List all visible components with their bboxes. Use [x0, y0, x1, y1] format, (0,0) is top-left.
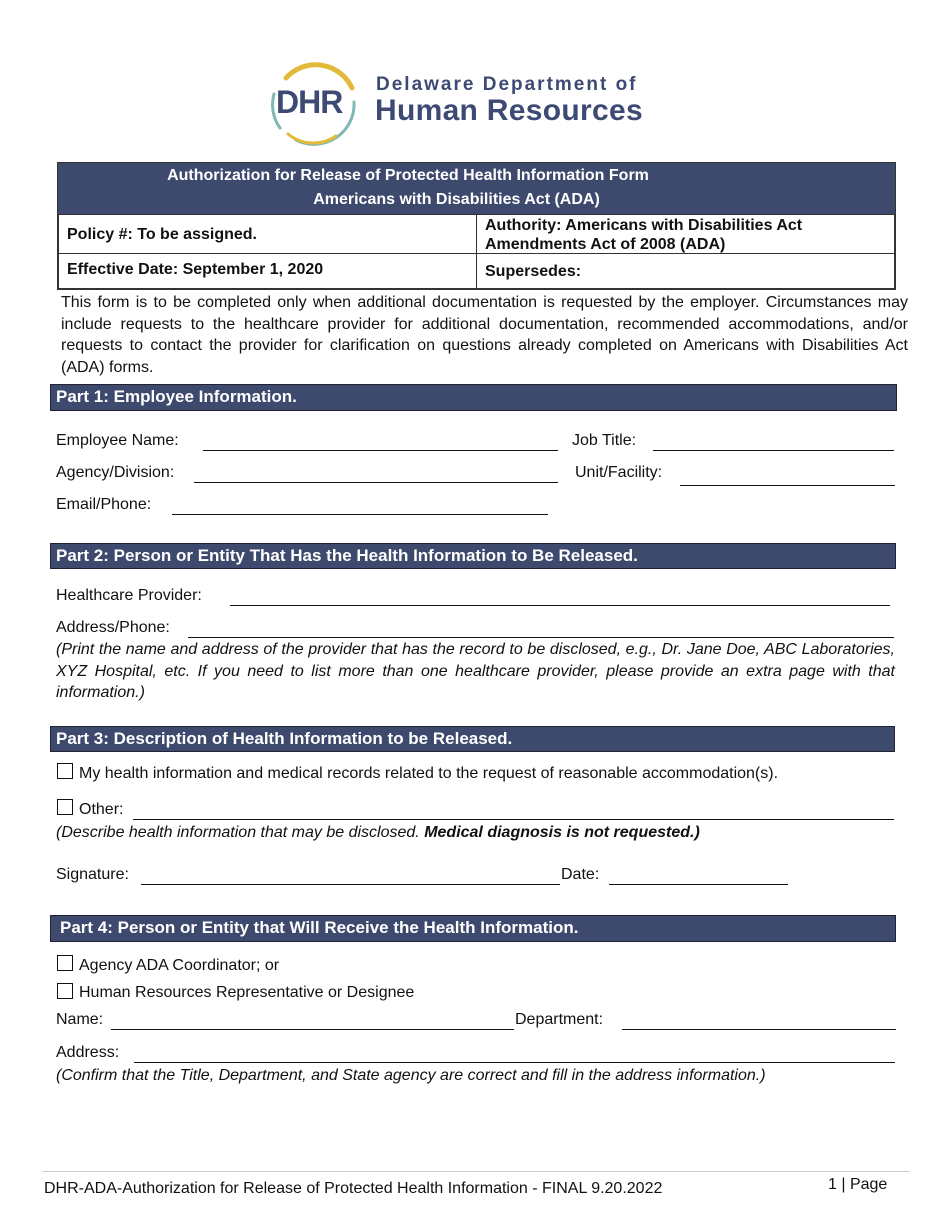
email-phone-field[interactable]: [172, 514, 548, 515]
healthcare-provider-label: Healthcare Provider:: [56, 587, 202, 604]
job-title-field[interactable]: [653, 450, 894, 451]
supersedes-label: Supersedes:: [485, 263, 582, 280]
footer-document-name: DHR-ADA-Authorization for Release of Protected Health Information - FINAL 9.20.2022: [44, 1180, 663, 1197]
job-title-label: Job Title:: [572, 432, 637, 449]
other-description-field[interactable]: [133, 819, 894, 820]
part2-instructions: (Print the name and address of the provider that has the record to be disclosed, e.g., Dr. Jane Doe, ABC Laboratories, XYZ Hospital, etc. If you need to list more than one healthcare provider, please provide an extra page with that information.): [56, 641, 895, 701]
email-phone-label: Email/Phone:: [56, 496, 152, 513]
part2-heading: Part 2: Person or Entity That Has the Health Information to Be Released.: [50, 543, 896, 569]
agency-division-label: Agency/Division:: [56, 464, 175, 481]
header-table: [57, 162, 896, 290]
recipient-name-field[interactable]: [111, 1029, 514, 1030]
part1-heading: Part 1: Employee Information.: [50, 384, 897, 411]
form-title-banner: [58, 163, 895, 214]
part3-heading: Part 3: Description of Health Information to be Released.: [50, 726, 895, 752]
part3-instructions: [56, 822, 895, 844]
effective-date-label: Effective Date:: [67, 261, 179, 278]
other-checkbox[interactable]: [57, 799, 73, 815]
logo-abbr: DHR: [276, 84, 343, 120]
other-label: Other:: [79, 801, 124, 818]
unit-facility-field[interactable]: [680, 485, 895, 486]
logo-line1: Delaware Department of: [376, 74, 638, 95]
employee-name-label: Employee Name:: [56, 432, 179, 449]
date-field[interactable]: [609, 884, 788, 885]
health-records-checkbox[interactable]: [57, 763, 73, 779]
authority-line2: Amendments Act of 2008 (ADA): [485, 236, 726, 253]
part3-note-bold: Medical diagnosis is not requested.): [424, 824, 700, 841]
signature-field[interactable]: [141, 884, 560, 885]
footer-page-number: 1 | Page: [828, 1176, 888, 1193]
address-phone-field[interactable]: [188, 637, 894, 638]
healthcare-provider-field[interactable]: [230, 605, 890, 606]
dhr-logo: [266, 58, 686, 150]
recipient-address-label: Address:: [56, 1044, 120, 1061]
ada-coordinator-label: Agency ADA Coordinator; or: [79, 957, 280, 974]
authority-line1: Authority: Americans with Disabilities Act: [485, 217, 803, 234]
logo-line2: Human Resources: [375, 94, 643, 127]
employee-name-field[interactable]: [203, 450, 558, 451]
policy-text: Policy #: To be assigned.: [67, 226, 257, 243]
signature-label: Signature:: [56, 866, 129, 883]
recipient-address-field[interactable]: [134, 1062, 895, 1063]
hr-representative-checkbox[interactable]: [57, 983, 73, 999]
unit-facility-label: Unit/Facility:: [575, 464, 663, 481]
form-title-line2: Americans with Disabilities Act (ADA): [313, 191, 600, 208]
department-label: Department:: [515, 1011, 604, 1028]
department-field[interactable]: [622, 1029, 896, 1030]
policy-cell: [58, 214, 477, 254]
ada-coordinator-checkbox[interactable]: [57, 955, 73, 971]
authority-cell: [476, 214, 895, 254]
agency-division-field[interactable]: [194, 482, 558, 483]
form-title-line1: Authorization for Release of Protected Health Information Form: [167, 167, 649, 184]
effective-date-cell: [58, 253, 477, 289]
recipient-name-label: Name:: [56, 1011, 104, 1028]
effective-date-value: September 1, 2020: [182, 261, 324, 278]
part4-instructions: (Confirm that the Title, Department, and State agency are correct and fill in the address information.): [56, 1067, 766, 1084]
health-records-label: My health information and medical records related to the request of reasonable accommodation(s).: [79, 765, 779, 782]
date-label: Date:: [561, 866, 600, 883]
supersedes-cell: [476, 253, 895, 289]
part3-note-plain: (Describe health information that may be disclosed.: [56, 824, 425, 841]
hr-representative-label: Human Resources Representative or Designee: [79, 984, 415, 1001]
footer-divider: [42, 1171, 910, 1172]
part4-heading: Part 4: Person or Entity that Will Receive the Health Information.: [50, 915, 896, 942]
intro-paragraph: This form is to be completed only when additional documentation is requested by the employer. Circumstances may include requests to the healthcare provider for additional documentation, recommended accommodations, and/or requests to contact the provider for clarification on questions already completed on Americans with Disabilities Act (ADA) forms.: [61, 294, 908, 376]
address-phone-label: Address/Phone:: [56, 619, 170, 636]
